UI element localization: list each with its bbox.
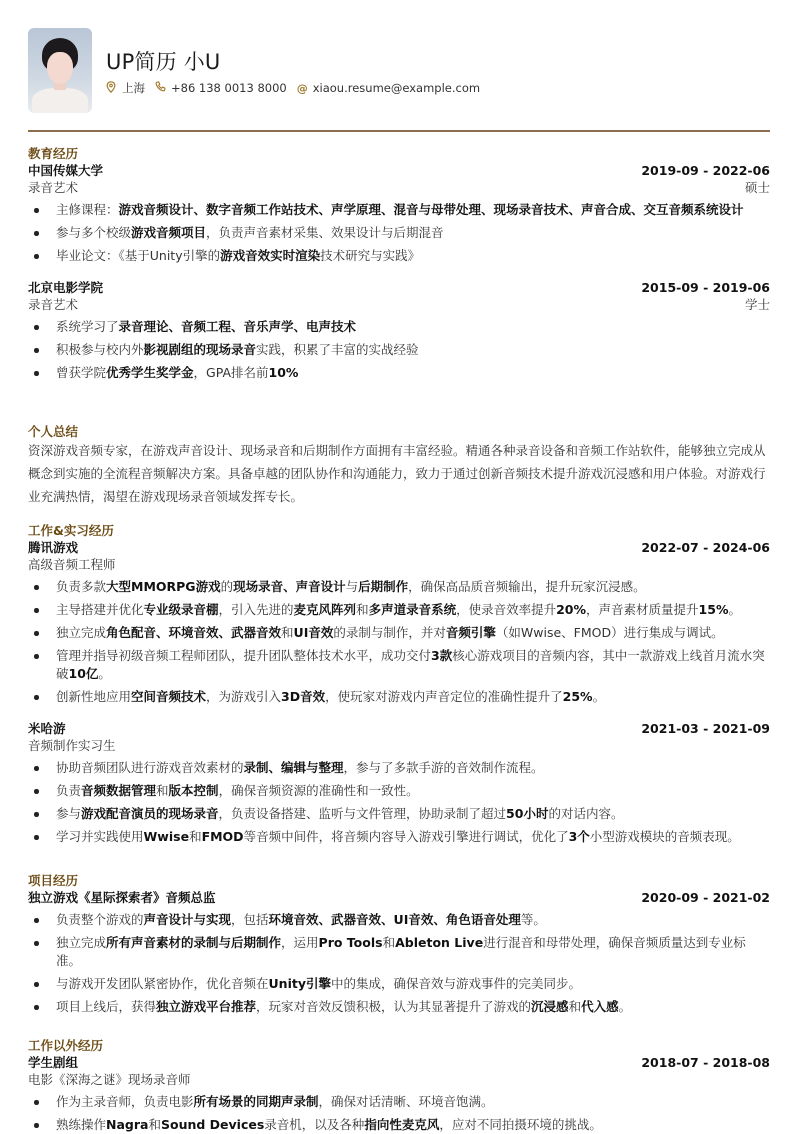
resume-header (28, 0, 770, 131)
other-entry (28, 1054, 770, 1134)
section-title: 工作以外经历 (28, 1038, 104, 1053)
date-range: 2018-07 - 2018-08 (641, 1055, 770, 1070)
project-entry (28, 889, 770, 1016)
list-item: 作为主录音师，负责电影所有场景的同期声录制，确保对话清晰、环境音饱满。 (28, 1093, 770, 1111)
role: 电影《深海之谜》现场录音师 (28, 1072, 191, 1087)
bullet-list (28, 759, 770, 846)
resume-page (28, 0, 770, 1132)
at-icon: @ (296, 81, 308, 95)
degree: 学士 (744, 297, 770, 312)
list-item: 参与游戏配音演员的现场录音，负责设备搭建、监听与文件管理，协助录制了超过50小时的对话内容。 (28, 805, 770, 823)
job-title: 高级音频工程师 (28, 557, 116, 572)
date-range: 2021-03 - 2021-09 (641, 721, 770, 736)
school-name: 中国传媒大学 (28, 163, 104, 178)
job-title: 音频制作实习生 (28, 738, 116, 753)
list-item: 熟练操作Nagra和Sound Devices录音机，以及各种指向性麦克风，应对不同拍摄环境的挑战。 (28, 1116, 770, 1134)
other-experience-section (28, 1037, 770, 1134)
date-range: 2020-09 - 2021-02 (641, 890, 770, 905)
list-item: 项目上线后，获得独立游戏平台推荐，玩家对音效反馈积极，认为其显著提升了游戏的沉浸感和代入感。 (28, 998, 770, 1016)
list-item: 独立完成所有声音素材的录制与后期制作，运用Pro Tools和Ableton Live进行混音和母带处理，确保音频质量达到专业标准。 (28, 934, 770, 970)
list-item: 独立完成角色配音、环境音效、武器音效和UI音效的录制与制作，并对音频引擎（如Wwise、FMOD）进行集成与调试。 (28, 624, 770, 642)
education-entry (28, 279, 770, 382)
list-item: 与游戏开发团队紧密协作，优化音频在Unity引擎中的集成，确保音效与游戏事件的完美同步。 (28, 975, 770, 993)
section-title: 教育经历 (28, 146, 79, 161)
contact-info (106, 80, 490, 96)
bullet-list (28, 201, 770, 265)
list-item: 负责多款大型MMORPG游戏的现场录音、声音设计与后期制作，确保高品质音频输出，提升玩家沉浸感。 (28, 578, 770, 596)
degree: 硕士 (744, 180, 770, 195)
bullet-list (28, 318, 770, 382)
major: 录音艺术 (28, 180, 79, 195)
bullet-list (28, 578, 770, 706)
work-section (28, 522, 770, 846)
bullet-list (28, 911, 770, 1016)
contact-location (106, 80, 145, 96)
summary-section (28, 423, 770, 508)
project-name: 独立游戏《星际探索者》音频总监 (28, 890, 216, 905)
date-range: 2022-07 - 2024-06 (641, 540, 770, 555)
list-item: 负责音频数据管理和版本控制，确保音频资源的准确性和一致性。 (28, 782, 770, 800)
education-entry (28, 162, 770, 265)
section-title: 个人总结 (28, 424, 79, 439)
major: 录音艺术 (28, 297, 79, 312)
education-section (28, 145, 770, 382)
date-range: 2019-09 - 2022-06 (641, 163, 770, 178)
contact-email (297, 81, 480, 95)
work-entry (28, 539, 770, 706)
email-text[interactable]: xiaou.resume@example.com (312, 81, 481, 95)
list-item: 协助音频团队进行游戏音效素材的录制、编辑与整理，参与了多款手游的音效制作流程。 (28, 759, 770, 777)
avatar (28, 28, 92, 113)
section-title: 项目经历 (28, 873, 79, 888)
list-item: 创新性地应用空间音频技术，为游戏引入3D音效，使玩家对游戏内声音定位的准确性提升了25%。 (28, 688, 770, 706)
bullet-list (28, 1093, 770, 1134)
list-item: 管理并指导初级音频工程师团队，提升团队整体技术水平，成功交付3款核心游戏项目的音频内容，其中一款游戏上线首月流水突破10亿。 (28, 647, 770, 683)
phone-text[interactable]: +86 138 0013 8000 (171, 81, 287, 95)
list-item: 主修课程：游戏音频设计、数字音频工作站技术、声学原理、混音与母带处理、现场录音技术、声音合成、交互音频系统设计 (28, 201, 770, 219)
list-item: 毕业论文：《基于Unity引擎的游戏音效实时渲染技术研究与实践》 (28, 247, 770, 265)
map-pin-icon (106, 81, 116, 96)
contact-phone (155, 81, 287, 95)
header-divider (28, 130, 770, 132)
list-item: 系统学习了录音理论、音频工程、音乐声学、电声技术 (28, 318, 770, 336)
candidate-name: UP简历 小U (106, 50, 221, 74)
projects-section (28, 872, 770, 1016)
section-title: 工作&实习经历 (28, 523, 114, 538)
company-name: 腾讯游戏 (28, 540, 79, 555)
list-item: 参与多个校级游戏音频项目，负责声音素材采集、效果设计与后期混音 (28, 224, 770, 242)
company-name: 米哈游 (28, 721, 66, 736)
org-name: 学生剧组 (28, 1055, 79, 1070)
summary-text: 资深游戏音频专家，在游戏声音设计、现场录音和后期制作方面拥有丰富经验。精通各种录音设备和音频工作站软件，能够独立完成从概念到实施的全流程音频解决方案。具备卓越的团队协作和沟通能力，致力于通过创新音频技术提升游戏沉浸感和用户体验。对游戏行业充满热情，渴望在游戏现场录音领域发挥专长。 (28, 443, 766, 504)
list-item: 负责整个游戏的声音设计与实现，包括环境音效、武器音效、UI音效、角色语音处理等。 (28, 911, 770, 929)
school-name: 北京电影学院 (28, 280, 104, 295)
phone-icon (155, 81, 165, 95)
list-item: 曾获学院优秀学生奖学金，GPA排名前10% (28, 364, 770, 382)
work-entry (28, 720, 770, 846)
list-item: 积极参与校内外影视剧组的现场录音实践，积累了丰富的实战经验 (28, 341, 770, 359)
list-item: 主导搭建并优化专业级录音棚，引入先进的麦克风阵列和多声道录音系统，使录音效率提升20%，声音素材质量提升15%。 (28, 601, 770, 619)
date-range: 2015-09 - 2019-06 (641, 280, 770, 295)
location-text: 上海 (122, 81, 145, 95)
list-item: 学习并实践使用Wwise和FMOD等音频中间件，将音频内容导入游戏引擎进行调试，优化了3个小型游戏模块的音频表现。 (28, 828, 770, 846)
